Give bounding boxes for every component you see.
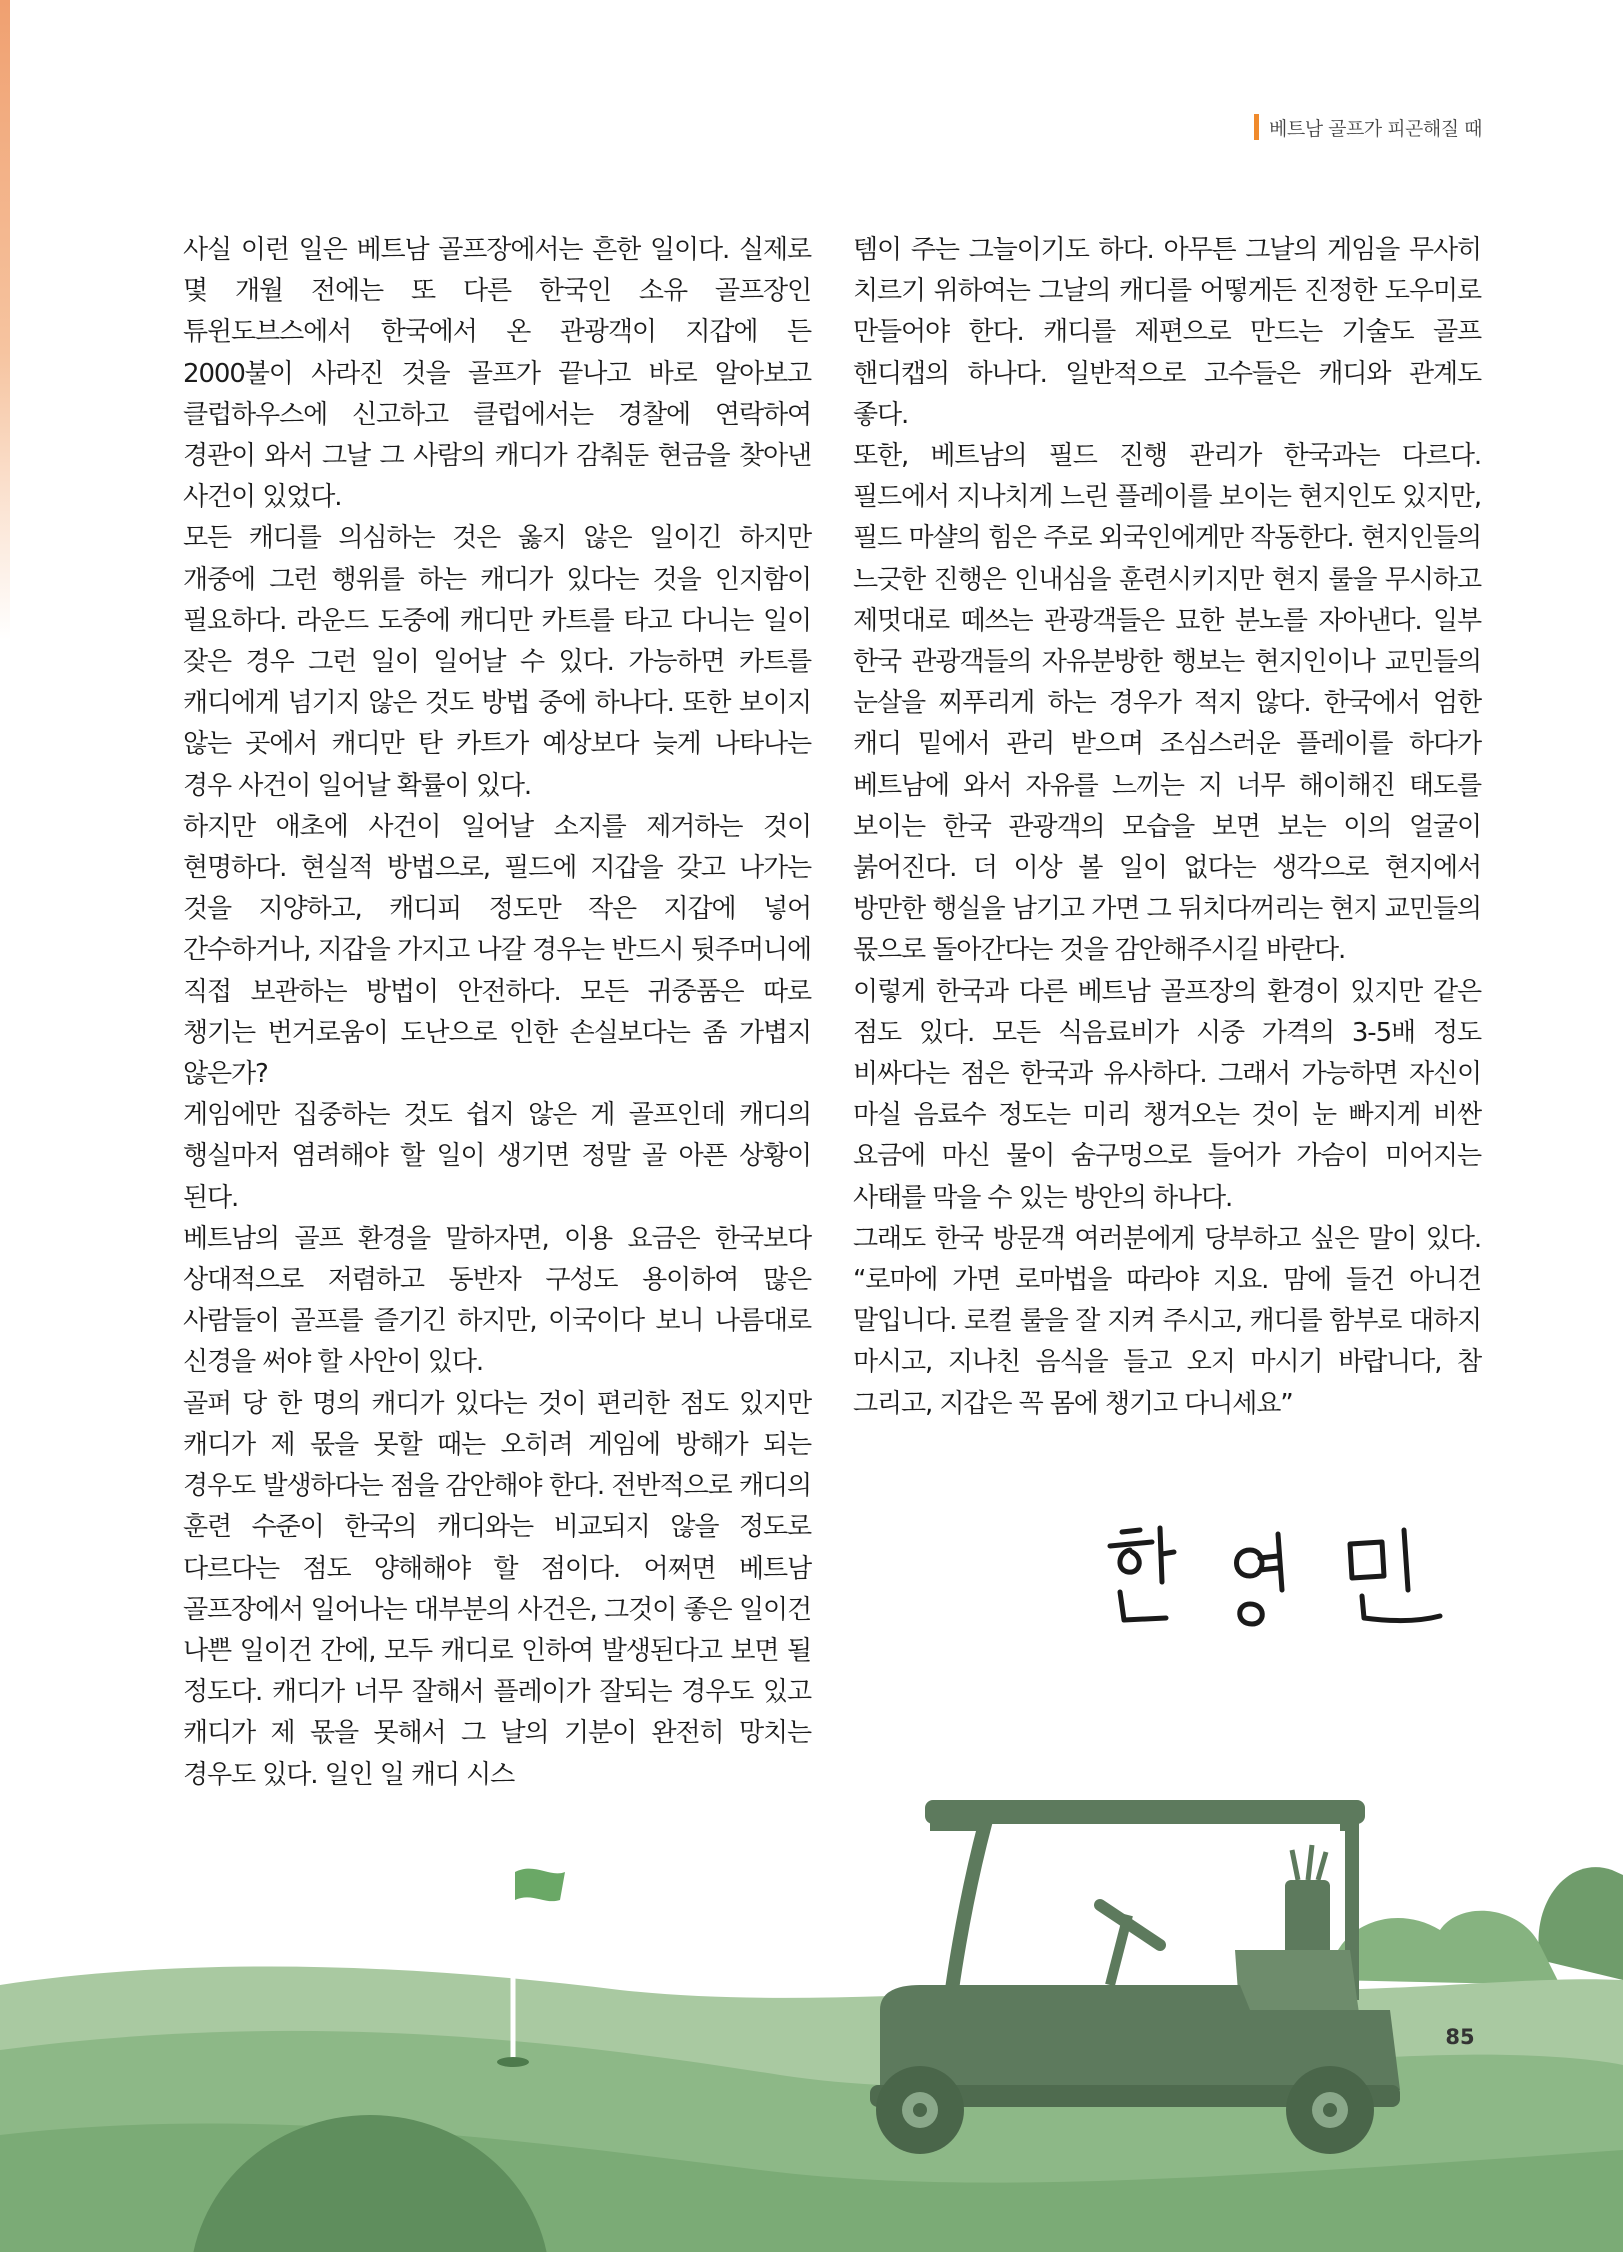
- paragraph: 베트남의 골프 환경을 말하자면, 이용 요금은 한국보다 상대적으로 저렴하고 동반자 구성도 용이하여 많은 사람들이 골프를 즐기긴 하지만, 이국이다 보니 나름대로 신경을 써야 할 사안이 있다.: [183, 1223, 811, 1378]
- hills: [0, 1966, 1623, 2252]
- running-title: 베트남 골프가 피곤해질 때: [1269, 117, 1483, 140]
- paragraph: 사실 이런 일은 베트남 골프장에서는 흔한 일이다. 실제로 몇 개월 전에는 또 다른 한국인 소유 골프장인 튜윈도브스에서 한국에서 온 관광객이 지갑에 든 2000불이 사라진 것을 골프가 끝나고 바로 알아보고 클럽하우스에 신고하고 클럽에서는 경찰에 연락하여 경관이 와서 그날 그 사람의 캐디가 감춰둔 현금을 찾아낸 사건이 있었다.: [183, 235, 811, 513]
- paragraph: 또한, 베트남의 필드 진행 관리가 한국과는 다르다. 필드에서 지나치게 느린 플레이를 보이는 현지인도 있지만, 필드 마샬의 힘은 주로 외국인에게만 작동한다. 현지인들의 느긋한 진행은 인내심을 훈련시키지만 현지 룰을 무시하고 제멋대로 떼쓰는 관광객들은 묘한 분노를 자아낸다. 일부 한국 관광객들의 자유분방한 행보는 현지인이나 교민들의 눈살을 찌푸리게 하는 경우가 적지 않다. 한국에서 엄한 캐디 밑에서 관리 받으며 조심스러운 플레이를 하다가 베트남에 와서 자유를 느끼는 지 너무 해이해진 태도를 보이는 한국 관광객의 모습을 보면 보는 이의 얼굴이 붉어진다. 더 이상 볼 일이 없다는 생각으로 현지에서 방만한 행실을 남기고 가면 그 뒤치다꺼리는 현지 교민들의 몫으로 돌아간다는 것을 감안해주시길 바란다.: [853, 441, 1481, 966]
- golf-cart-illustration: [870, 1800, 1400, 2154]
- page-number: 85: [1445, 2025, 1475, 2049]
- edge-color-band: [0, 0, 10, 640]
- paragraph: 모든 캐디를 의심하는 것은 옳지 않은 일이긴 하지만 개중에 그런 행위를 하는 캐디가 있다는 것을 인지함이 필요하다. 라운드 도중에 캐디만 카트를 타고 다니는 일이 잦은 경우 그런 일이 일어날 수 있다. 가능하면 카트를 캐디에게 넘기지 않은 것도 방법 중에 하나다. 또한 보이지 않는 곳에서 캐디만 탄 카트가 예상보다 늦게 나타나는 경우 사건이 일어날 확률이 있다.: [183, 523, 811, 801]
- article-column-right: [853, 230, 1481, 1425]
- header-accent-bar: [1254, 114, 1259, 140]
- paragraph: 템이 주는 그늘이기도 하다. 아무튼 그날의 게임을 무사히 치르기 위하여는 그날의 캐디를 어떻게든 진정한 도우미로 만들어야 한다. 캐디를 제편으로 만드는 기술도 골프 핸디캡의 하나다. 일반적으로 고수들은 캐디와 관계도 좋다.: [853, 235, 1481, 430]
- paragraph: 이렇게 한국과 다른 베트남 골프장의 환경이 있지만 같은 점도 있다. 모든 식음료비가 시중 가격의 3-5배 정도 비싸다는 점은 한국과 유사하다. 그래서 가능하면 자신이 마실 음료수 정도는 미리 챙겨오는 것이 눈 빠지게 비싼 요금에 마신 물이 숨구멍으로 들어가 가슴이 미어지는 사태를 막을 수 있는 방안의 하나다.: [853, 976, 1481, 1213]
- golf-course-illustration: [0, 1560, 1623, 2252]
- paragraph: 골퍼 당 한 명의 캐디가 있다는 것이 편리한 점도 있지만 캐디가 제 몫을 못할 때는 오히려 게임에 방해가 되는 경우도 발생하다는 점을 감안해야 한다. 전반적으로 캐디의 훈련 수준이 한국의 캐디와는 비교되지 않을 정도로 다르다는 점도 양해해야 할 점이다. 어쩌면 베트남 골프장에서 일어나는 대부분의 사건은, 그것이 좋은 일이건 나쁜 일이건 간에, 모두 캐디로 인하여 발생된다고 보면 될 정도다. 캐디가 너무 잘해서 플레이가 잘되는 경우도 있고 캐디가 제 몫을 못해서 그 날의 기분이 완전히 망치는 경우도 있다. 일인 일 캐디 시스: [183, 1388, 811, 1790]
- paragraph: 게임에만 집중하는 것도 쉽지 않은 게 골프인데 캐디의 행실마저 염려해야 할 일이 생기면 정말 골 아픈 상황이 된다.: [183, 1100, 811, 1213]
- paragraph: 그래도 한국 방문객 여러분에게 당부하고 싶은 말이 있다. “로마에 가면 로마법을 따라야 지요. 맘에 들건 아니건 말입니다. 로컬 룰을 잘 지켜 주시고, 캐디를 함부로 대하지 마시고, 지나친 음식을 들고 오지 마시기 바랍니다, 참 그리고, 지갑은 꼭 몸에 챙기고 다니세요”: [853, 1223, 1481, 1419]
- paragraph: 하지만 애초에 사건이 일어날 소지를 제거하는 것이 현명하다. 현실적 방법으로, 필드에 지갑을 갖고 나가는 것을 지양하고, 캐디피 정도만 작은 지갑에 넣어 간수하거나, 지갑을 가지고 나갈 경우는 반드시 뒷주머니에 직접 보관하는 방법이 안전하다. 모든 귀중품은 따로 챙기는 번거로움이 도난으로 인한 손실보다는 좀 가볍지 않은가?: [183, 811, 811, 1090]
- background-trees: [1330, 1867, 1623, 1985]
- running-header: [1254, 113, 1482, 141]
